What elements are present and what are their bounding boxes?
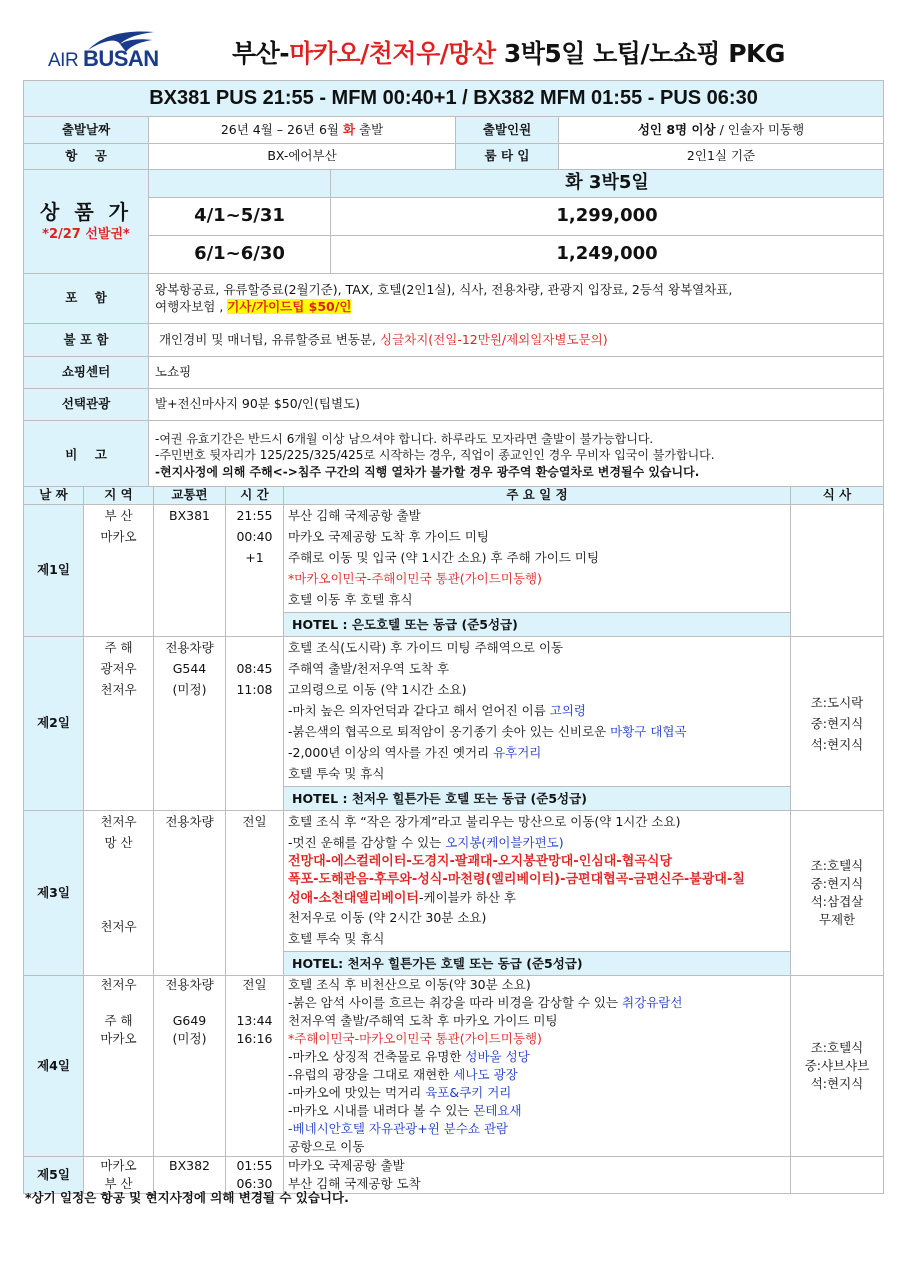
logo-air: AIR (48, 50, 83, 71)
day-3-row (24, 811, 884, 976)
day-5-transport: BX382 (154, 1157, 226, 1194)
day-4-label: 제4일 (24, 976, 84, 1157)
day-2-row (24, 637, 884, 811)
shopping-label: 쇼핑센터 (24, 357, 149, 389)
day-3-region: 천저우 망 산 천저우 (84, 811, 154, 976)
itinerary-table (23, 486, 884, 1194)
depart-label: 출발날짜 (24, 117, 149, 144)
people-value: 성인 8명 이상 / 인솔자 미동행 (559, 117, 884, 144)
day-1-meal (791, 505, 884, 637)
day-3-label: 제3일 (24, 811, 84, 976)
day-3-schedule: 호텔 조식 후 “작은 장가계”라고 불리우는 망산으로 이동(약 1시간 소요) -멋진 운해를 감상할 수 있는 오지봉(케이블카편도) 전망대-에스컬레이터-도경지-팔괘대-오지봉관망대-인심대-협곡식당 폭포-도해관음-후루와-성식-마천령(엘리베이터)-금편대협곡-금편신주-불광대-칠 성애-소천대엘리베이터-케이블카 하산 후 천저우로 이동 (약 2시간 30분 소요) 호텔 투숙 및 휴식 HOTEL: 천저우 힐튼가든 호텔 또는 동급 (준5성급) (284, 811, 791, 976)
info-table (23, 80, 884, 491)
day-4-transport: 전용차량 G649 (미정) (154, 976, 226, 1157)
page-title (232, 34, 785, 70)
shopping-value: 노쇼핑 (149, 357, 884, 389)
price-period-2: 6/1~6/30 (149, 236, 331, 274)
day-5-schedule: 마카오 국제공항 출발 부산 김해 국제공항 도착 (284, 1157, 791, 1194)
day-3-meal: 조:호텔식 중:현지식 석:삼겹살 무제한 (791, 811, 884, 976)
day-2-hotel: HOTEL : 천저우 힐튼가든 호텔 또는 동급 (준5성급) (284, 786, 790, 810)
day-1-time: 21:55 00:40 +1 (226, 505, 284, 637)
depart-value: 26년 4월 – 26년 6월 화 출발 (149, 117, 456, 144)
optional-label: 선택관광 (24, 389, 149, 421)
room-value: 2인1실 기준 (559, 144, 884, 170)
day-4-row (24, 976, 884, 1157)
day-5-region: 마카오 부 산 (84, 1157, 154, 1194)
day-2-time: 08:45 11:08 (226, 637, 284, 811)
day-5-meal (791, 1157, 884, 1194)
day-1-hotel: HOTEL : 은도호텔 또는 동급 (준5성급) (284, 612, 790, 636)
day-1-row (24, 505, 884, 637)
optional-value: 발+전신마사지 90분 $50/인(팁별도) (149, 389, 884, 421)
day-2-meal: 조:도시락 중:현지식 석:현지식 (791, 637, 884, 811)
title-part-2: 마카오/천저우/망산 (289, 39, 496, 68)
page-header (20, 28, 885, 78)
price-period-1: 4/1~5/31 (149, 198, 331, 236)
day-2-label: 제2일 (24, 637, 84, 811)
footnote: *상기 일정은 항공 및 현지사정에 의해 변경될 수 있습니다. (25, 1190, 349, 1205)
day-5-label: 제5일 (24, 1157, 84, 1194)
day-1-region: 부 산 마카오 (84, 505, 154, 637)
exclude-label: 불 포 함 (24, 324, 149, 357)
price-head: 화 3박5일 (331, 170, 884, 198)
day-4-time: 전일 13:44 16:16 (226, 976, 284, 1157)
day-4-schedule: 호텔 조식 후 비천산으로 이동(약 30분 소요) -붉은 암석 사이를 흐르는 취강을 따라 비경을 감상할 수 있는 취강유람선 천저우역 출발/주해역 도착 후 마카오 가이드 미팅 *주해이민국-마카오이민국 통관(가이드미동행) -마카오 상징적 건축물로 유명한 성바울 성당 -유럽의 광장을 그대로 재현한 세나도 광장 -마카오에 맛있는 먹거리 육포&쿠키 거리 -마카오 시내를 내려다 볼 수 있는 몬테요새 -베네시안호텔 자유관광+윈 분수쇼 관람 공항으로 이동 (284, 976, 791, 1157)
price-amount-1: 1,299,000 (331, 198, 884, 236)
remarks-label: 비 고 (24, 421, 149, 491)
day-2-schedule: 호텔 조식(도시락) 후 가이드 미팅 주해역으로 이동 주해역 출발/천저우역 도착 후 고의령으로 이동 (약 1시간 소요) -마치 높은 의자언덕과 같다고 해서 얻어진 이름 고의령 -붉은색의 협곡으로 퇴적암이 옹기종기 솟아 있는 신비로운 마황구 대협곡 -2,000년 이상의 역사를 가진 옛거리 유후거리 호텔 투숙 및 휴식 HOTEL : 천저우 힐튼가든 호텔 또는 동급 (준5성급) (284, 637, 791, 811)
itinerary-header: 날 짜 지 역 교통편 시 간 주 요 일 정 식 사 (24, 487, 884, 505)
tip-highlight: 기사/가이드팁 $50/인 (227, 298, 352, 314)
airline-value: BX-에어부산 (149, 144, 456, 170)
day-1-label: 제1일 (24, 505, 84, 637)
price-label: 상 품 가 *2/27 선발권* (24, 170, 149, 274)
people-label: 출발인원 (456, 117, 559, 144)
price-amount-2: 1,249,000 (331, 236, 884, 274)
day-4-meal: 조:호텔식 중:샤브샤브 석:현지식 (791, 976, 884, 1157)
title-part-1: 부산- (232, 39, 290, 68)
title-part-3: 3박5일 노팁/노쇼핑 PKG (495, 39, 785, 68)
day-2-region: 주 해 광저우 천저우 (84, 637, 154, 811)
day-3-hotel: HOTEL: 천저우 힐튼가든 호텔 또는 동급 (준5성급) (284, 951, 790, 975)
flight-info: BX381 PUS 21:55 - MFM 00:40+1 / BX382 MFM 01:55 - PUS 06:30 (24, 81, 884, 117)
include-value: 왕복항공료, 유류할증료(2월기준), TAX, 호텔(2인1실), 식사, 전용차량, 관광지 입장료, 2등석 왕복열차표, 여행자보험 , 기사/가이드팁 $50/인 (149, 274, 884, 324)
air-busan-logo (48, 28, 208, 78)
remarks-value: -여권 유효기간은 반드시 6개월 이상 남으셔야 합니다. 하루라도 모자라면 출발이 불가능합니다. -주민번호 뒷자리가 125/225/325/425로 시작하는 경우, 직업이 종교인인 경우 무비자 입국이 불가합니다. -현지사정에 의해 주해<->침주 구간의 직행 열차가 불가할 경우 광주역 환승열차로 변경될수 있습니다. (149, 421, 884, 491)
day-1-schedule: 부산 김해 국제공항 출발 마카오 국제공항 도착 후 가이드 미팅 주해로 이동 및 입국 (약 1시간 소요) 후 주해 가이드 미팅 *마카오이민국-주해이민국 통관(가이드미동행) 호텔 이동 후 호텔 휴식 HOTEL : 은도호텔 또는 동급 (준5성급) (284, 505, 791, 637)
exclude-value: 개인경비 및 매너팁, 유류할증료 변동분, 싱글차지(전일-12만원/제외일자별도문의) (149, 324, 884, 357)
logo-busan: BUSAN (82, 46, 159, 71)
room-label: 룸 타 입 (456, 144, 559, 170)
airline-label: 항 공 (24, 144, 149, 170)
day-3-transport: 전용차량 (154, 811, 226, 976)
include-label: 포 함 (24, 274, 149, 324)
day-4-region: 천저우 주 해 마카오 (84, 976, 154, 1157)
day-5-time: 01:55 06:30 (226, 1157, 284, 1194)
day-3-time: 전일 (226, 811, 284, 976)
day-2-transport: 전용차량 G544 (미정) (154, 637, 226, 811)
day-1-transport: BX381 (154, 505, 226, 637)
